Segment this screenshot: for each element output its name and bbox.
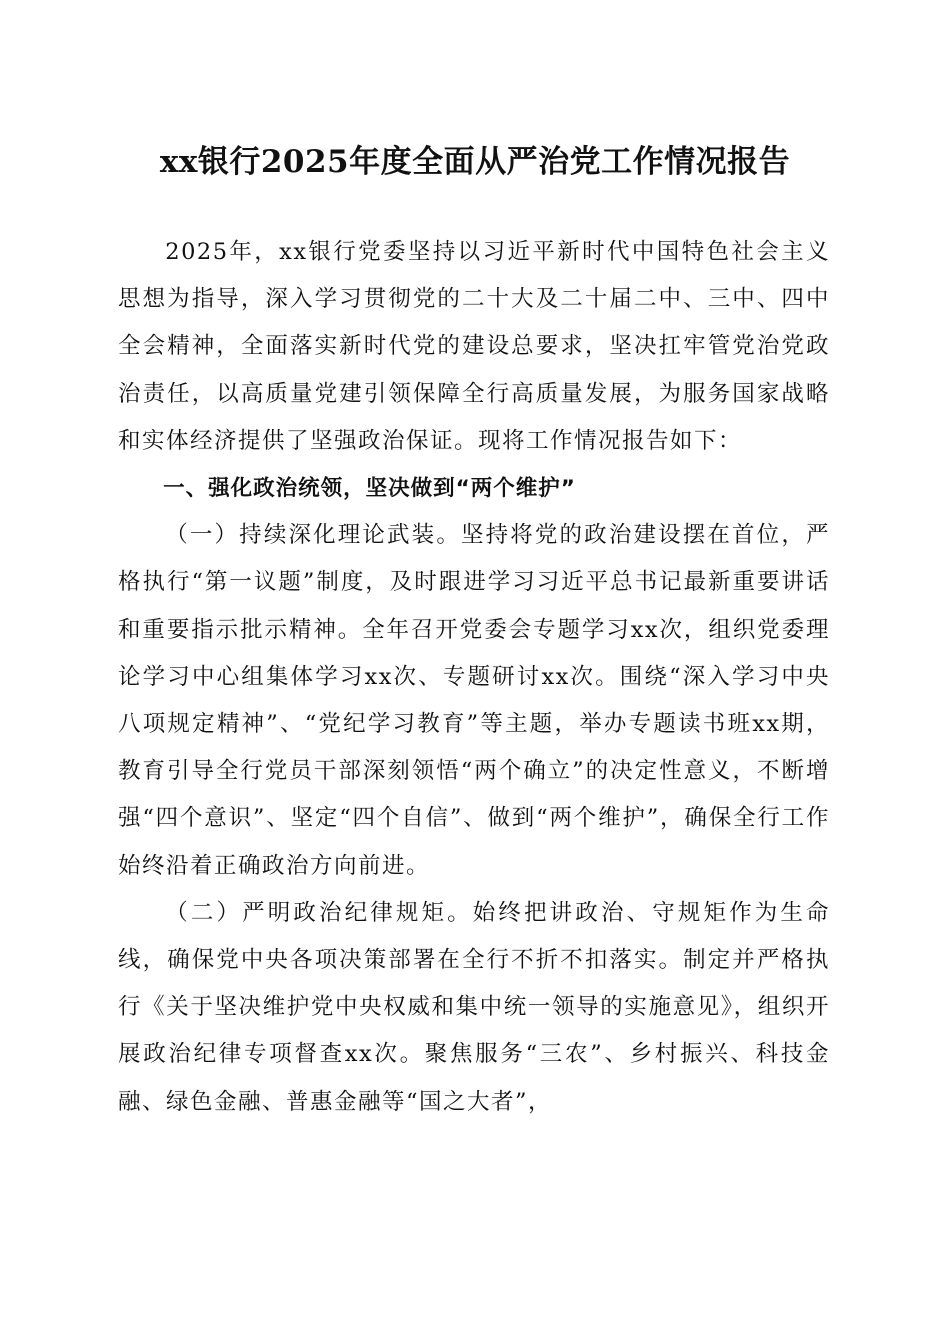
section-1-item-1 [118,512,830,890]
item-2-lead: （二）严明政治纪律规矩。 [165,899,473,926]
document-title: xx银行2025年度全面从严治党工作情况报告 [159,144,791,180]
item-1-text: 坚持将党的政治建设摆在首位，严格执行“第一议题”制度，及时跟进学习习近平总书记最新重要讲话和重要指示批示精神。全年召开党委会专题学习xx次，组织党委理论学习中心组集体学习xx次、专题研讨xx次。围绕“深入学习中央八项规定精神”、“党纪学习教育”等主题，举办专题读书班xx期，教育引导全行党员干部深刻领悟“两个确立”的决定性意义，不断增强“四个意识”、坚定“四个自信”、做到“两个维护”，确保全行工作始终沿着正确政治方向前进。 [118,522,830,879]
section-1-item-2 [118,890,830,1126]
document-body [118,229,830,1126]
section-heading-1: 一、强化政治统领，坚决做到“两个维护” [163,476,576,502]
item-2-text: 始终把讲政治、守规矩作为生命线，确保党中央各项决策部署在全行不折不扣落实。制定并严格执行《关于坚决维护党中央权威和集中统一领导的实施意见》，组织开展政治纪律专项督查xx次。聚焦服务“三农”、乡村振兴、科技金融、绿色金融、普惠金融等“国之大者”， [118,899,830,1115]
intro-paragraph: 2025年，xx银行党委坚持以习近平新时代中国特色社会主义思想为指导，深入学习贯彻党的二十大及二十届二中、三中、四中全会精神，全面落实新时代党的建设总要求，坚决扛牢管党治党政治责任，以高质量党建引领保障全行高质量发展，为服务国家战略和实体经济提供了坚强政治保证。现将工作情况报告如下： [118,239,830,454]
item-1-lead: （一）持续深化理论武装。 [165,522,461,549]
